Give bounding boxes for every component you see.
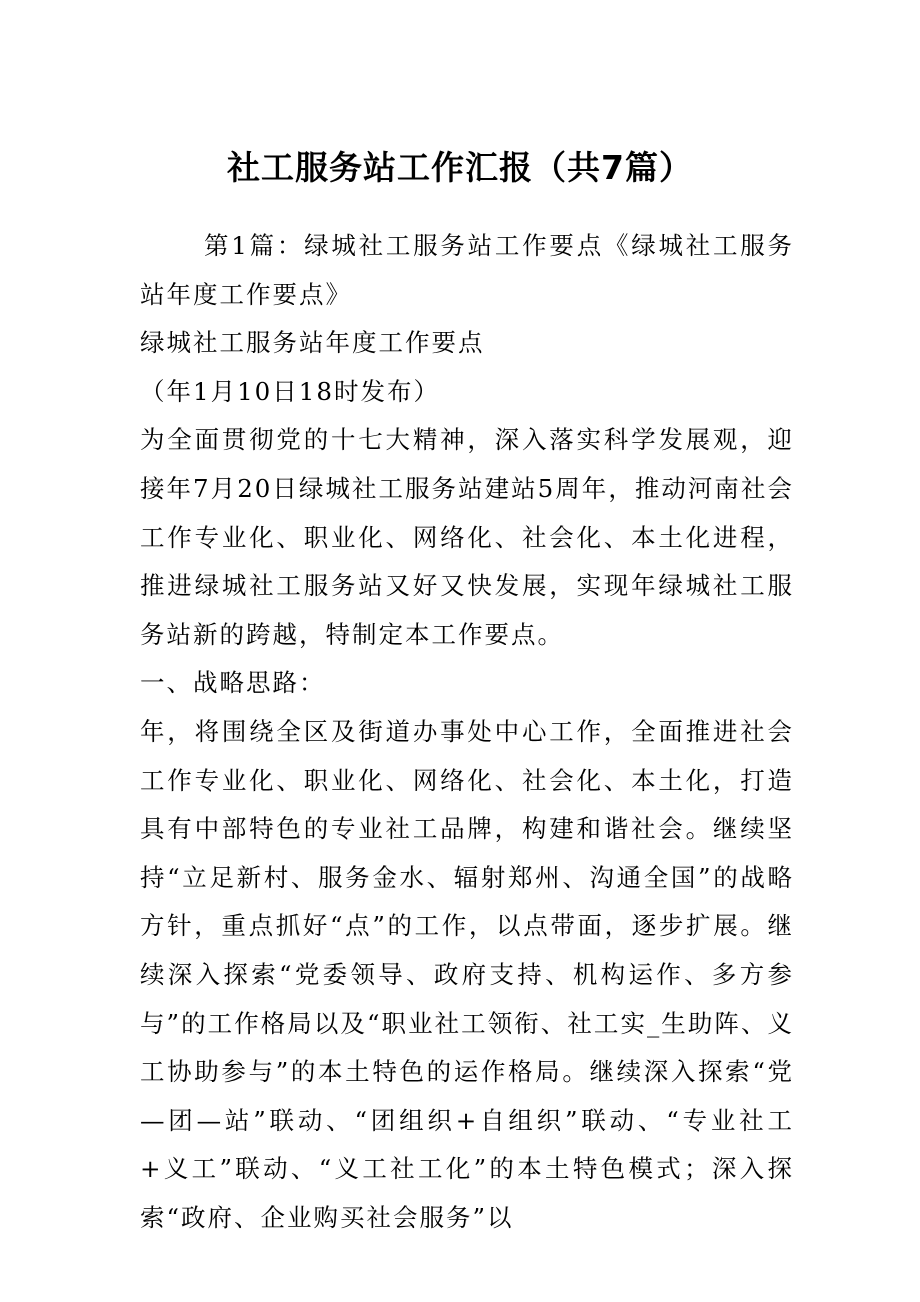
paragraph-publish-date: （年1月10日18时发布） (140, 376, 440, 406)
paragraph-section-heading: 一、战略思路： (140, 668, 326, 698)
paragraph-chapter-heading: 第1篇：绿城社工服务站工作要点《绿城社工服务站年度工作要点》 (140, 231, 794, 309)
paragraph-intro: 为全面贯彻党的十七大精神，深入落实科学发展观，迎接年7月20日绿城社工服务站建站5周年，推动河南社会工作专业化、职业化、网络化、社会化、本土化进程，推进绿城社工服务站又好又快发展，实现年绿城社工服务站新的跨越，特制定本工作要点。 (140, 425, 794, 649)
document-title: 社工服务站工作汇报（共7篇） (227, 148, 693, 187)
paragraph-strategy: 年，将围绕全区及街道办事处中心工作，全面推进社会工作专业化、职业化、网络化、社会化、本土化，打造具有中部特色的专业社工品牌，构建和谐社会。继续坚持“立足新村、服务金水、辐射郑州、沟通全国”的战略方针，重点抓好“点”的工作，以点带面，逐步扩展。继续深入探索“党委领导、政府支持、机构运作、多方参与”的工作格局以及“职业社工领衔、社工实_生助阵、义工协助参与”的本土特色的运作格局。继续深入探索“党—团—站”联动、“团组织+自组织”联动、“专业社工+义工”联动、“义工社工化”的本土特色模式；深入探索“政府、企业购买社会服务”以 (140, 716, 794, 1232)
document-body (140, 222, 794, 1242)
paragraph-subtitle: 绿城社工服务站年度工作要点 (140, 328, 485, 358)
